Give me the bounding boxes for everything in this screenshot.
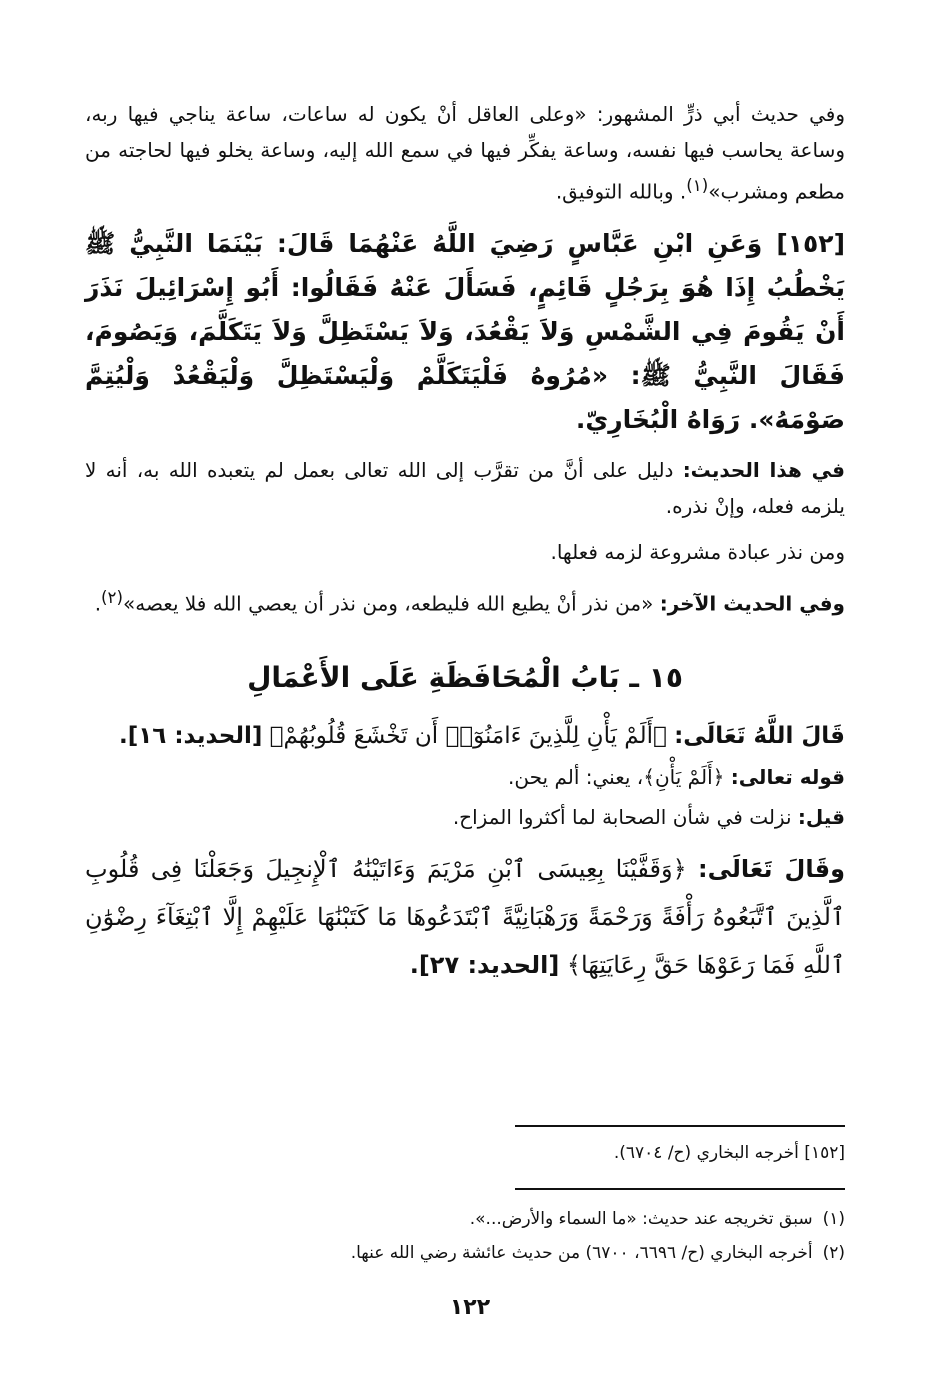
explanation-2-text: نزلت في شأن الصحابة لما أكثروا المزاح. <box>452 805 798 830</box>
explanation-1-lead: قوله تعالى: <box>730 765 845 790</box>
verse-hadid-16 <box>85 715 845 757</box>
verse1-ref: [الحديد: ١٦]. <box>119 723 263 750</box>
commentary-text-2: ومن نذر عبادة مشروعة لزمه فعلها. <box>550 539 845 564</box>
footnote-2-text: أخرجه البخاري (ح/ ٦٦٩٦، ٦٧٠٠) من حديث عائشة رضي الله عنها. <box>350 1243 813 1263</box>
footnotes <box>85 1202 845 1270</box>
footnote-2 <box>85 1236 845 1270</box>
explanation-1 <box>85 757 845 797</box>
footnote-1-text: سبق تخريجه عند حديث: «ما السماء والأرض...». <box>469 1209 813 1229</box>
intro-tail: . وبالله التوفيق. <box>555 179 687 204</box>
commentary-tail-3: . <box>94 591 102 616</box>
verse2-quote: ﴿وَقَفَّيْنَا بِعِيسَى ٱبْنِ مَرْيَمَ وَءَاتَيْنَٰهُ ٱلْإِنجِيلَ وَجَعَلْنَا فِى قُلُوبِ ٱلَّذِينَ ٱتَّبَعُوهُ رَأْفَةً وَرَحْمَةً وَرَهْبَانِيَّةً ٱبْتَدَعُوهَا مَا كَتَبْنَٰهَا عَلَيْهِمْ إِلَّا ٱبْتِغَآءَ رِضْوَٰنِ ٱللَّهِ فَمَا رَعَوْهَا حَقَّ رِعَايَتِهَا﴾ <box>85 855 845 980</box>
hadith-source-note: [١٥٢] أخرجه البخاري (ح/ ٦٧٠٤). <box>613 1143 845 1163</box>
hadith-152 <box>85 222 845 442</box>
intro-text: وفي حديث أبي ذرٍّ المشهور: «وعلى العاقل أنْ يكون له ساعات، ساعة يناجي فيها ربه، وساعة يحاسب فيها نفسه، وساعة يفكِّر فيها في سمع الله إليه، وساعة يخلو فيها لحاجته من مطعم ومشرب» <box>85 102 845 204</box>
footnote-ref-1[interactable]: (١) <box>686 176 709 195</box>
verse-hadid-27 <box>85 845 845 989</box>
verse1-intro: قَالَ اللَّهُ تَعَالَى: <box>674 723 845 750</box>
commentary-paragraph-1 <box>85 452 845 524</box>
commentary-text-1: دليل على أنَّ من تقرَّب إلى الله تعالى بعمل لم يتعبده الله به، أنه لا يلزمه فعله، وإنْ نذره. <box>85 457 845 518</box>
hadith-number: [١٥٢] <box>776 228 845 258</box>
footnote-1-number: (١) <box>822 1209 845 1229</box>
verse2-intro: وقَالَ تَعَالَى: <box>698 855 846 884</box>
page-number: ١٢٢ <box>449 1295 491 1320</box>
explanation-2-lead: قيل: <box>797 805 845 830</box>
chapter-title: ١٥ ـ بَابُ الْمُحَافَظَةِ عَلَى الأَعْمَالِ <box>247 661 683 695</box>
footnote-divider-2 <box>515 1188 845 1190</box>
page-body <box>85 96 845 989</box>
footnote-divider-1 <box>515 1125 845 1127</box>
footnote-2-number: (٢) <box>822 1243 845 1263</box>
footnote-1 <box>85 1202 845 1236</box>
commentary-text-3: «من نذر أنْ يطيع الله فليطعه، ومن نذر أن يعصي الله فلا يعصه» <box>123 591 660 616</box>
intro-paragraph <box>85 96 845 210</box>
commentary-paragraph-2 <box>85 534 845 570</box>
hadith-text: وَعَنِ ابْنِ عَبَّاسٍ رَضِيَ اللَّهُ عَنْهُمَا قَالَ: بَيْنَمَا النَّبِيُّ ﷺ يَخْطُبُ إِذَا هُوَ بِرَجُلٍ قَائِمٍ، فَسَأَلَ عَنْهُ فَقَالُوا: أَبُو إِسْرَائِيلَ نَذَرَ أَنْ يَقُومَ فِي الشَّمْسِ وَلاَ يَقْعُدَ، وَلاَ يَسْتَظِلَّ وَلاَ يَتَكَلَّمَ، وَيَصُومَ، فَقَالَ النَّبِيُّ ﷺ: «مُرُوهُ فَلْيَتَكَلَّمْ وَلْيَسْتَظِلَّ وَلْيَقْعُدْ وَلْيُتِمَّ صَوْمَهُ». رَوَاهُ الْبُخَارِيّ. <box>85 228 845 434</box>
explanation-2 <box>85 797 845 837</box>
commentary-paragraph-3 <box>85 580 845 622</box>
commentary-lead-1: في هذا الحديث: <box>682 457 845 482</box>
verse1-quote: ﴿أَلَمْ يَأْنِ لِلَّذِينَ ءَامَنُوٓا۟ أَن تَخْشَعَ قُلُوبُهُمْ﴾ <box>262 723 675 750</box>
footnote-ref-2[interactable]: (٢) <box>101 587 123 607</box>
verse2-ref: [الحديد: ٢٧]. <box>409 951 560 980</box>
explanation-1-text: ﴿أَلَمْ يَأْنِ﴾، يعني: ألم يحن. <box>508 765 731 790</box>
commentary-lead-3: وفي الحديث الآخر: <box>659 591 845 616</box>
